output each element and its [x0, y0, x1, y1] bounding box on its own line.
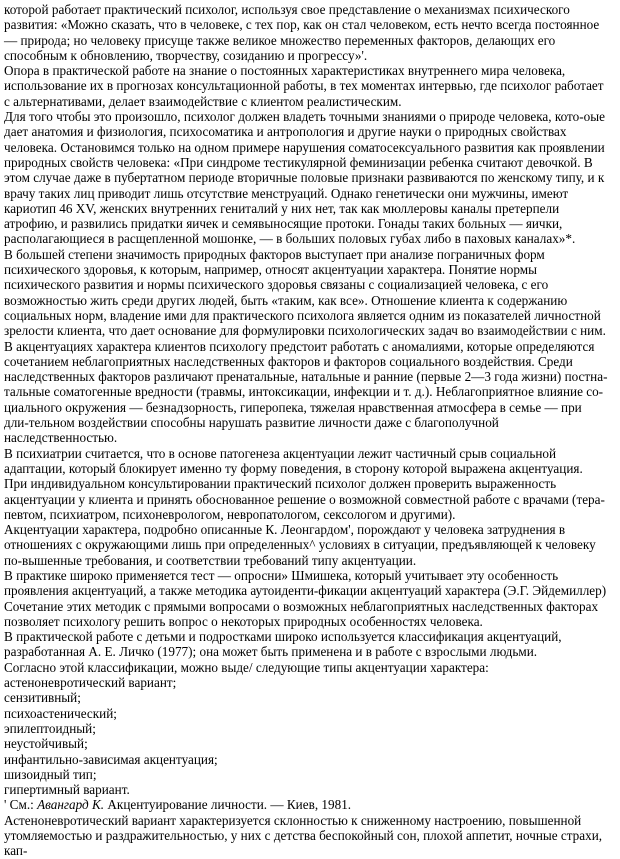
paragraph-6: В психиатрии считается, что в основе патогенеза акцентуации лежит частичный срыв социальной адаптации, который блокирует именно ту форму поведения, в сторону которой выражена акцентуация. [4, 445, 583, 476]
footnote-author: Авангард К. [37, 797, 105, 813]
last-paragraph: Астеноневротический вариант характеризуется склонностью к сниженному настроению, повышенной утомляемостью и раздражительностью, у них с детства беспокойный сон, плохой аппетит, ночные страхи, кап- [4, 812, 603, 859]
paragraph-2: Опора в практической работе на знание о постоянных характеристиках внутреннего мира человека, использование их в прогнозах консультационной работы, в тех моментах интервью, где психолог работает с альтернативами, делает взаимодействие с клиентом реалистическим. [4, 63, 604, 109]
paragraph-1: которой работает практический психолог, используя свое представление о механизмах психического развития: «Можно сказать, что в человеке, с тех пор, как он стал человеком, есть нечто всегда постоянное — природа; но человеку присуще также великое множество переменных факторов, делающих его способным к обновлению, творчеству, созиданию и прогрессу»'. [4, 2, 600, 63]
classification-intro: Согласно этой классификации, можно выде/ следующие типы акцентуации характера: [4, 659, 489, 675]
type-list-item: инфантильно-зависимая акцентуация; [4, 751, 218, 767]
paragraph-4: В большей степени значимость природных факторов выступает при анализе пограничных форм психического здоровья, к которым, например, относят акцентуации характера. Понятие нормы психического развития и нормы психического здоровья связаны с социализацией человека, с его возможностью жить среди других людей, быть «таким, как все». Отношение клиента к содержанию социальных норм, владение ими для практического психолога является одним из показателей личностной зрелости клиента, что дает основание для формулировки психологических задач во взаимодействии с ним. [4, 246, 606, 339]
paragraph-9: В практике широко применяется тест — опросни» Шмишека, который учитывает эту особенность проявления акцентуаций, а также методика аутоиденти-фикации акцентуаций характера (Э.Г. Эйдемиллер) Сочетание этих методик с прямыми вопросами о возможных неблагоприятных наследственных факторах позволяет психологу решить вопрос о некоторых природных особенностях человека. [4, 567, 607, 629]
footnote-rest: Акцентуирование личности. — Киев, 1981. [104, 797, 352, 813]
footnote-prefix: ' См.: [4, 797, 38, 813]
paragraph-10: В практической работе с детьми и подростками широко используется классификация акцентуаций, разработанная А. Е. Личко (1977); она может быть применена и в работе с взрослыми людьми. [4, 629, 562, 660]
type-list-item: гипертимный вариант. [4, 782, 130, 798]
footnote [4, 797, 608, 812]
type-list-item: эпилептоидный; [4, 720, 96, 736]
type-list-item: сензитивный; [4, 690, 81, 706]
paragraph-7: При индивидуальном консультировании практический психолог должен проверить выраженность акцентуации у клиента и принять обоснованное решение о возможной совместной работе с врачами (тера-певтом, психиатром, психоневрологом, невропатологом, сексологом и другими). [4, 476, 605, 522]
paragraph-3: Для того чтобы это произошло, психолог должен владеть точными знаниями о природе человека, кото-оые дает анатомия и физиология, психосоматика и антропология и другие науки о природных свойствах человека. Остановимся только на одном примере нарушения соматосексуального развития как проявлении природных свойств человека: «При синдроме тестикулярной феминизации ребенка считают девочкой. В этом случае даже в пубертатном периоде вторичные половые признаки развиваются по женскому типу, и к врачу таких лиц приводит лишь отсутствие менструаций. Однако генетически они мужчины, имеют кариотип 46 XV, женских внутренних гениталий у них нет, так как мюллеровы каналы претерпели атрофию, и развились придатки яичек и семявыносящие протоки. Гонады таких больных — яички, располагающиеся в расщепленной мошонке, — в больших половых губах либо в паховых каналах»*. [4, 109, 605, 247]
paragraph-8: Акцентуации характера, подробно описанные К. Леонгардом', порождают у человека затруднения в отношениях с окружающими лишь при определенных^ условиях в ситуации, предъявляющей к человеку по-вышенные требования, и соответствии требований типу акцентуации. [4, 522, 596, 568]
type-list-item: неустойчивый; [4, 736, 88, 752]
type-list-item: психоастенический; [4, 705, 117, 721]
type-list-item: шизоидный тип; [4, 766, 97, 782]
paragraph-5: В акцентуациях характера клиентов психологу предстоит работать с аномалиями, которые определяются сочетанием неблагоприятных наследственных факторов и факторов социального воздействия. Среди наследственных факторов различают пренатальные, натальные и ранние (первые 2—3 года жизни) постна-тальные соматогенные вредности (травмы, интоксикации, инфекции и т. д.). Неблагоприятное влияние со-циального окружения — безнадзорность, гиперопека, тяжелая нравственная атмосфера в семье — при дли-тельном воздействии способны нарушать развитие личности даже с благополучной наследственностью. [4, 338, 608, 446]
type-list-item: астеноневротический вариант; [4, 675, 177, 691]
